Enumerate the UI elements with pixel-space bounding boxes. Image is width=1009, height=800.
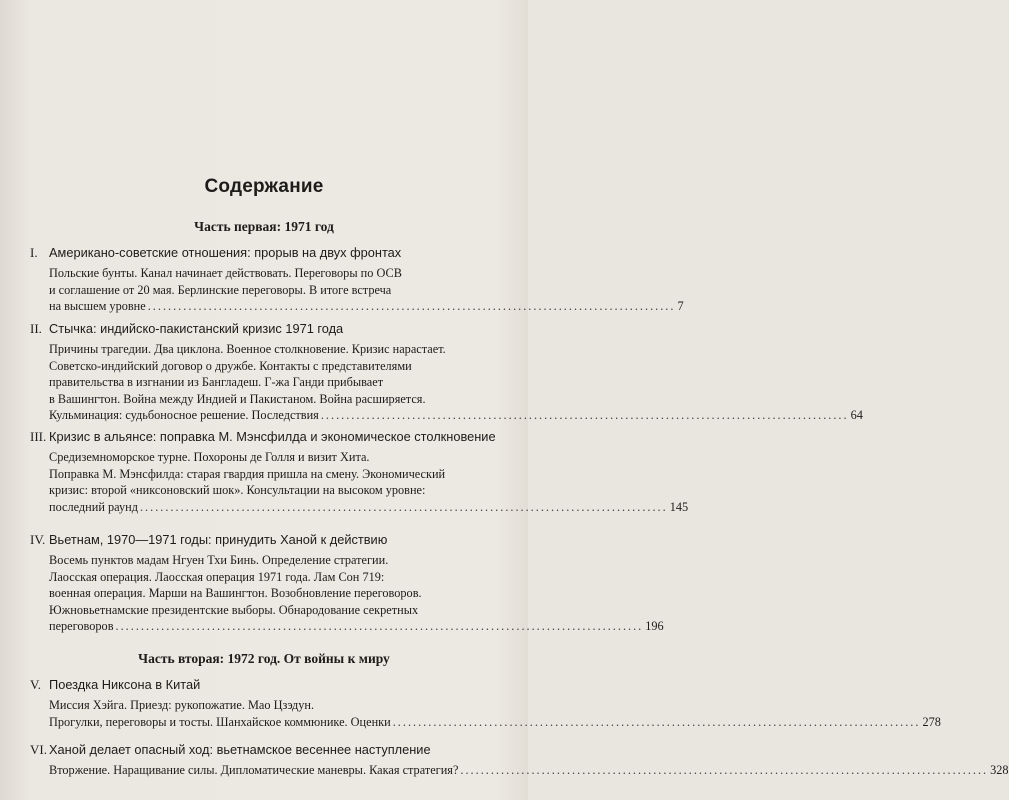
description-line: Восемь пунктов мадам Нгуен Тхи Бинь. Определение стратегии. bbox=[49, 553, 389, 567]
page-number: 7 bbox=[677, 299, 684, 314]
chapter-number: II. bbox=[30, 321, 42, 336]
description-last-line bbox=[49, 618, 664, 635]
description-line: в Вашингтон. Война между Индией и Пакистаном. Война расширяется. bbox=[49, 391, 426, 406]
chapter-number: III. bbox=[30, 429, 47, 444]
chapter-heading bbox=[30, 531, 500, 548]
chapter-title: Стычка: индийско-пакистанский кризис 1971 года bbox=[49, 321, 344, 336]
description-line: Прогулки, переговоры и тосты. Шанхайское коммюнике. Оценки bbox=[49, 714, 391, 729]
chapter-description bbox=[49, 552, 664, 635]
description-line: Кульминация: судьбоносное решение. Последствия bbox=[49, 408, 319, 423]
part-heading-2: Часть вторая: 1972 год. От войны к миру bbox=[138, 651, 390, 666]
chapter-heading bbox=[30, 676, 500, 693]
chapter-description bbox=[49, 449, 689, 515]
description-line: Средиземноморское турне. Похороны де Голля и визит Хита. bbox=[49, 450, 370, 464]
chapter-title: Вьетнам, 1970—1971 годы: принудить Ханой к действию bbox=[49, 532, 388, 547]
description-last-line bbox=[49, 499, 689, 516]
chapter-description bbox=[49, 697, 941, 730]
dot-leader: ........................................................................................................ bbox=[115, 619, 644, 634]
chapter-number: V. bbox=[30, 677, 41, 692]
chapter-heading bbox=[30, 741, 500, 758]
toc-entry-4[interactable] bbox=[30, 531, 664, 635]
chapter-description bbox=[49, 341, 863, 424]
description-line: переговоров bbox=[49, 619, 114, 634]
dot-leader: ........................................................................................................ bbox=[320, 408, 849, 423]
description-line: Причины трагедии. Два циклона. Военное столкновение. Кризис нарастает. bbox=[49, 342, 446, 356]
description-line: кризис: второй «никсоновский шок». Консультации на высоком уровне: bbox=[49, 483, 426, 498]
description-last-line bbox=[49, 714, 941, 731]
description-line: на высшем уровне bbox=[49, 299, 146, 314]
page-number: 278 bbox=[922, 714, 941, 729]
chapter-description bbox=[49, 265, 684, 315]
page-number: 196 bbox=[645, 619, 664, 634]
description-line: Вторжение. Наращивание силы. Дипломатические маневры. Какая стратегия? bbox=[49, 763, 459, 777]
page-number: 145 bbox=[669, 499, 689, 514]
description-last-line bbox=[49, 298, 684, 315]
chapter-heading bbox=[30, 428, 500, 445]
toc-entry-6[interactable] bbox=[30, 741, 1009, 779]
description-last-line bbox=[49, 407, 863, 424]
description-line: Миссия Хэйга. Приезд: рукопожатие. Мао Цзэдун. bbox=[49, 698, 315, 712]
dot-leader: ........................................................................................................ bbox=[139, 499, 668, 514]
chapter-title: Ханой делает опасный ход: вьетнамское весеннее наступление bbox=[49, 742, 431, 757]
dot-leader: ........................................................................................................ bbox=[147, 299, 676, 314]
chapter-title: Американо-советские отношения: прорыв на двух фронтах bbox=[49, 245, 402, 260]
description-line: последний раунд bbox=[49, 499, 138, 514]
page-number: 64 bbox=[850, 408, 863, 423]
chapter-heading bbox=[30, 244, 500, 261]
dot-leader: ........................................................................................................ bbox=[392, 714, 921, 729]
chapter-number: IV. bbox=[30, 532, 46, 547]
description-line: военная операция. Марши на Вашингтон. Возобновление переговоров. bbox=[49, 586, 422, 601]
description-line: Польские бунты. Канал начинает действовать. Переговоры по ОСВ bbox=[49, 266, 402, 280]
description-line: Поправка М. Мэнсфилда: старая гвардия пришла на смену. Экономический bbox=[49, 466, 446, 481]
dot-leader: ........................................................................................................ bbox=[460, 763, 989, 777]
description-line: Южновьетнамские президентские выборы. Обнародование секретных bbox=[49, 602, 419, 617]
part-heading-1: Часть первая: 1971 год bbox=[194, 219, 334, 234]
toc-entry-3[interactable] bbox=[30, 428, 689, 515]
chapter-number: VI. bbox=[30, 742, 47, 757]
toc-entry-5[interactable] bbox=[30, 676, 941, 730]
toc-entry-1[interactable] bbox=[30, 244, 684, 315]
chapter-heading bbox=[30, 320, 500, 337]
chapter-number: I. bbox=[30, 245, 38, 260]
chapter-description bbox=[49, 762, 1009, 779]
description-line: правительства в изгнании из Бангладеш. Г-жа Ганди прибывает bbox=[49, 375, 384, 390]
chapter-title: Кризис в альянсе: поправка М. Мэнсфилда и экономическое столкновение bbox=[49, 429, 496, 444]
description-line: Советско-индийский договор о дружбе. Контакты с представителями bbox=[49, 358, 412, 373]
description-last-line bbox=[49, 762, 1009, 779]
description-line: Лаосская операция. Лаосская операция 1971 года. Лам Сон 719: bbox=[49, 569, 385, 584]
page-title: Содержание bbox=[204, 176, 324, 197]
chapter-title: Поездка Никсона в Китай bbox=[49, 677, 201, 692]
page-number: 328 bbox=[990, 763, 1009, 777]
description-line: и соглашение от 20 мая. Берлинские переговоры. В итоге встреча bbox=[49, 282, 392, 297]
toc-entry-2[interactable] bbox=[30, 320, 863, 424]
